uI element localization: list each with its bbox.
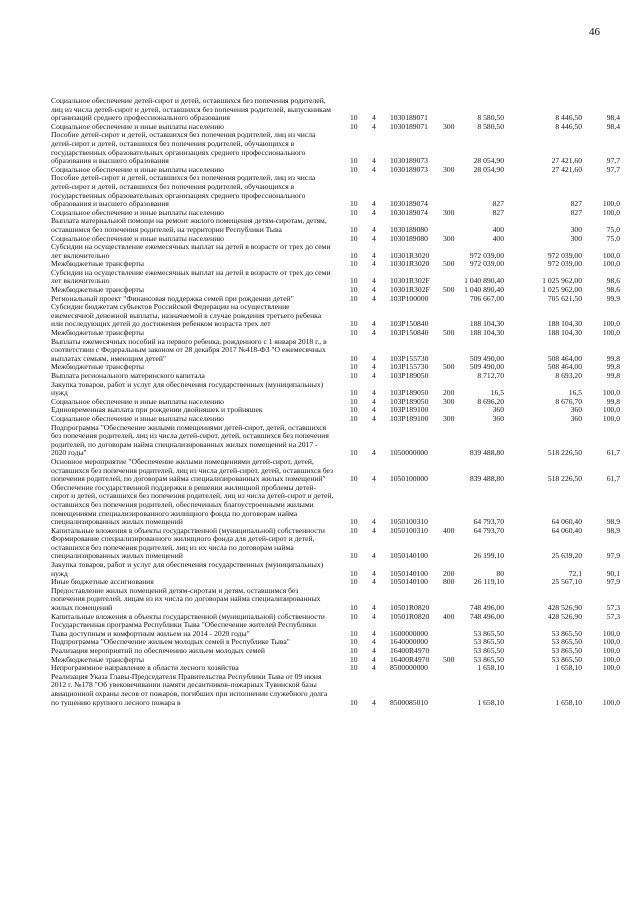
razdel-code: 10 [350,405,358,415]
razdel-code: 10 [350,628,358,638]
razdel-code: 10 [350,577,358,587]
podrazdel-code: 4 [372,362,376,372]
row-description: Основное мероприятие "Обеспечение жилыми помещениями детей-сирот, детей, оставшихся без попечения родителей, лиц из числа детей-сирот, детей, оставшихся без попечения родителей, по договорам найма специализированных жилых помещений" [51,456,333,484]
podrazdel-code: 4 [372,199,376,209]
target-article-code: 103P150840 [390,328,429,338]
execution-percent: 98,9 [606,517,620,527]
expense-type-code: 300 [443,121,455,131]
approved-amount: 509 490,00 [469,353,504,363]
approved-amount: 748 496,00 [469,611,504,621]
razdel-code: 10 [350,371,358,380]
row-description: Подпрограмма "Обеспечение жилыми помещениями детей-сирот, детей, оставшихся без попечения родителей, лиц из числа детей-сирот, детей, оставшихся без попечения родителей, по договорам найма специализированных жилых помещений на 2017 - 2020 годы" [51,422,329,458]
target-article-code: 1030189074 [390,199,428,209]
executed-amount: 27 421,60 [551,156,582,166]
approved-amount: 64 793,70 [473,525,504,535]
expense-type-code: 300 [443,164,455,174]
executed-amount: 72,1 [568,568,582,578]
expense-type-code: 300 [443,207,455,217]
executed-amount: 827 [570,207,582,217]
podrazdel-code: 4 [372,654,376,664]
execution-percent: 97,7 [606,164,620,174]
razdel-code: 10 [350,353,358,363]
row-description: Социальное обеспечение и иные выплаты населению [51,413,224,423]
podrazdel-code: 4 [372,405,376,415]
executed-amount: 53 865,50 [551,637,582,647]
executed-amount: 27 421,60 [551,164,582,174]
table-row [0,269,639,286]
row-description: Межбюджетные трансферты [51,259,144,269]
row-description: Закупка товаров, работ и услуг для обеспечения государственных (муниципальных) нужд [51,560,324,578]
row-description: Пособие детей-сирот и детей, оставшихся без попечения родителей, лиц из числа детей-сирот и детей, оставшихся без попечения родителей, обучающихся в государственных образовательных организациях среднего профессионального образования и высшего образования [51,130,316,166]
podrazdel-code: 4 [372,413,376,423]
podrazdel-code: 4 [372,371,376,380]
approved-amount: 16,5 [490,388,504,398]
expense-type-code: 300 [443,233,455,243]
razdel-code: 10 [350,697,358,707]
target-article-code: 103P189050 [390,396,429,406]
podrazdel-code: 4 [372,628,376,638]
razdel-code: 10 [350,328,358,338]
budget-table [0,97,639,707]
approved-amount: 706 667,00 [469,293,504,303]
approved-amount: 53 865,50 [473,637,504,647]
approved-amount: 28 054,90 [473,156,504,166]
row-description: Межбюджетные трансферты [51,285,144,295]
executed-amount: 1 025 962,00 [542,285,582,295]
executed-amount: 53 865,50 [551,654,582,664]
executed-amount: 508 464,00 [547,362,582,372]
execution-percent: 100,0 [602,654,620,664]
table-row [0,131,639,165]
razdel-code: 10 [350,285,358,295]
podrazdel-code: 4 [372,207,376,217]
podrazdel-code: 4 [372,276,376,286]
podrazdel-code: 4 [372,250,376,260]
executed-amount: 508 464,00 [547,353,582,363]
row-description: Формирование специализированного жилищного фонда для детей-сирот и детей, оставшихся без попечения родителей, лиц из их числа по договорам найма специализированных жилых помещений [51,534,315,561]
podrazdel-code: 4 [372,388,376,398]
approved-amount: 8 712,70 [477,371,504,380]
executed-amount: 53 865,50 [551,628,582,638]
target-article-code: 103P189100 [390,405,429,415]
execution-percent: 99,8 [606,353,620,363]
expense-type-code: 500 [443,328,455,338]
execution-percent: 100,0 [602,697,620,707]
executed-amount: 64 060,40 [551,525,582,535]
row-description: Выплата регионального материнского капитала [51,371,205,380]
executed-amount: 1 025 962,00 [542,276,582,286]
row-description: Закупка товаров, работ и услуг для обеспечения государственных (муниципальных) нужд [51,379,324,398]
execution-percent: 98,6 [606,285,620,295]
executed-amount: 8 446,50 [555,113,582,123]
row-description: Пособие детей-сирот и детей, оставшихся без попечения родителей, лиц из числа детей-сирот и детей, оставшихся без попечения родителей, обучающихся в государственных образовательных организациях среднего профессионального образования и высшего образования [51,173,316,209]
target-article-code: 10301R3020 [390,250,430,260]
approved-amount: 8 580,50 [477,121,504,131]
approved-amount: 28 054,90 [473,164,504,174]
podrazdel-code: 4 [372,663,376,673]
razdel-code: 10 [350,637,358,647]
razdel-code: 10 [350,113,358,123]
razdel-code: 10 [350,164,358,174]
podrazdel-code: 4 [372,164,376,174]
execution-percent: 100,0 [602,628,620,638]
execution-percent: 57,3 [606,603,620,613]
approved-amount: 400 [492,233,504,243]
table-row [0,673,639,707]
execution-percent: 100,0 [602,250,620,260]
expense-type-code: 300 [443,413,455,423]
podrazdel-code: 4 [372,603,376,613]
expense-type-code: 800 [443,577,455,587]
podrazdel-code: 4 [372,577,376,587]
execution-percent: 100,0 [602,328,620,338]
target-article-code: 103P189050 [390,388,429,398]
approved-amount: 839 488,80 [469,474,504,484]
row-description: Социальное обеспечение и иные выплаты населению [51,207,224,217]
razdel-code: 10 [350,319,358,329]
razdel-code: 10 [350,646,358,655]
expense-type-code: 500 [443,654,455,664]
row-description: Субсидии на осуществление ежемесячных выплат на детей в возрасте от трех до семи лет включительно [51,242,331,260]
approved-amount: 827 [492,199,504,209]
table-row [0,587,639,613]
row-description: Межбюджетные трансферты [51,654,144,664]
row-description: Капитальные вложения в объекты государственной (муниципальной) собственности [51,611,325,621]
row-description: Социальное обеспечение и иные выплаты населению [51,233,224,243]
row-description: Государственная программа Республики Тыва "Обеспечение жителей Республики Тыва доступным и комфортным жильем на 2014 - 2020 годы" [51,620,317,638]
target-article-code: 8500085010 [390,697,428,707]
approved-amount: 53 865,50 [473,646,504,655]
table-row [0,338,639,364]
target-article-code: 103P155730 [390,362,429,372]
row-description: Единовременная выплата при рождении двойняшек и тройняшек [51,405,263,415]
razdel-code: 10 [350,517,358,527]
executed-amount: 972 039,00 [547,259,582,269]
target-article-code: 1030189080 [390,224,428,234]
approved-amount: 8 580,50 [477,113,504,123]
executed-amount: 428 526,90 [547,603,582,613]
podrazdel-code: 4 [372,224,376,234]
table-row [0,424,639,458]
execution-percent: 100,0 [602,207,620,217]
target-article-code: 1050140100 [390,568,428,578]
podrazdel-code: 4 [372,697,376,707]
row-description: Социальное обеспечение и иные выплаты населению [51,164,224,174]
executed-amount: 300 [570,233,582,243]
table-row [0,97,639,123]
razdel-code: 10 [350,121,358,131]
approved-amount: 360 [492,405,504,415]
razdel-code: 10 [350,233,358,243]
row-description: Выплата материальной помощи на ремонт жилого помещения детям-сиротам, детям, оставшимся без попечения родителей, на территории Республики Тыва [51,216,327,234]
approved-amount: 188 104,30 [469,328,504,338]
razdel-code: 10 [350,156,358,166]
podrazdel-code: 4 [372,259,376,269]
executed-amount: 1 658,10 [555,697,582,707]
executed-amount: 705 621,50 [547,293,582,303]
expense-type-code: 500 [443,362,455,372]
target-article-code: 1030189080 [390,233,428,243]
executed-amount: 972 039,00 [547,250,582,260]
target-article-code: 1030189073 [390,156,428,166]
approved-amount: 26 199,10 [473,551,504,561]
executed-amount: 64 060,40 [551,517,582,527]
approved-amount: 972 039,00 [469,250,504,260]
razdel-code: 10 [350,448,358,458]
execution-percent: 99,8 [606,396,620,406]
executed-amount: 300 [570,224,582,234]
target-article-code: 1050140100 [390,577,428,587]
target-article-code: 10301R3020 [390,259,430,269]
target-article-code: 1050000000 [390,448,428,458]
podrazdel-code: 4 [372,113,376,123]
podrazdel-code: 4 [372,328,376,338]
executed-amount: 518 226,50 [547,448,582,458]
row-description: Социальное обеспечение и иные выплаты населению [51,121,224,131]
razdel-code: 10 [350,259,358,269]
target-article-code: 16400R4970 [390,654,430,664]
podrazdel-code: 4 [372,646,376,655]
row-description: Реализация мероприятий по обеспечению жильем молодых семей [51,646,265,655]
razdel-code: 10 [350,603,358,613]
target-article-code: 1030189073 [390,164,428,174]
podrazdel-code: 4 [372,448,376,458]
row-description: Межбюджетные трансферты [51,362,144,372]
execution-percent: 98,4 [606,113,620,123]
target-article-code: 103P150840 [390,319,429,329]
approved-amount: 839 488,80 [469,448,504,458]
page-number: 46 [589,26,600,38]
table-row [0,535,639,561]
approved-amount: 827 [492,207,504,217]
expense-type-code: 300 [443,396,455,406]
table-row [0,484,639,527]
target-article-code: 10301R302F [390,285,430,295]
execution-percent: 100,0 [602,646,620,655]
executed-amount: 518 226,50 [547,474,582,484]
row-description: Субсидии на осуществление ежемесячных выплат на детей в возрасте от трех до семи лет включительно [51,267,331,286]
executed-amount: 8 693,20 [555,371,582,380]
expense-type-code: 400 [443,525,455,535]
podrazdel-code: 4 [372,293,376,303]
row-description: Обеспечение государственной поддержки в решении жилищной проблемы детей-сирот и детей, оставшихся без попечения родителей, лиц из числа детей-сирот и детей, оставшихся без попечения родителей, обеспеченных благоустроенными жилыми помещениями специализированного жилищного фонда по договорам найма специализированных жилых помещений [51,482,334,527]
approved-amount: 26 119,10 [473,577,504,587]
approved-amount: 64 793,70 [473,517,504,527]
executed-amount: 25 639,20 [551,551,582,561]
approved-amount: 1 658,10 [477,697,504,707]
execution-percent: 61,7 [606,474,620,484]
executed-amount: 188 104,30 [547,319,582,329]
razdel-code: 10 [350,388,358,398]
row-description: Межбюджетные трансферты [51,328,144,338]
razdel-code: 10 [350,207,358,217]
target-article-code: 1600000000 [390,628,428,638]
approved-amount: 53 865,50 [473,628,504,638]
execution-percent: 98,4 [606,121,620,131]
target-article-code: 10501R0820 [390,611,430,621]
approved-amount: 188 104,30 [469,319,504,329]
row-description: Субсидии бюджетам субъектов Российской Федерации на осуществление ежемесячной денежной выплаты, назначаемой в случае рождения третьего ребенка или последующих детей до достижения ребенком возраста трех лет [51,302,322,329]
razdel-code: 10 [350,654,358,664]
approved-amount: 80 [496,568,504,578]
target-article-code: 1030189071 [390,113,428,123]
razdel-code: 10 [350,413,358,423]
razdel-code: 10 [350,250,358,260]
executed-amount: 188 104,30 [547,328,582,338]
podrazdel-code: 4 [372,396,376,406]
approved-amount: 748 496,00 [469,603,504,613]
podrazdel-code: 4 [372,637,376,647]
razdel-code: 10 [350,611,358,621]
expense-type-code: 200 [443,568,455,578]
approved-amount: 509 490,00 [469,362,504,372]
execution-percent: 99,8 [606,371,620,380]
execution-percent: 75,0 [606,224,620,234]
approved-amount: 53 865,50 [473,654,504,664]
execution-percent: 97,9 [606,577,620,587]
podrazdel-code: 4 [372,525,376,535]
razdel-code: 10 [350,293,358,303]
execution-percent: 90,1 [606,568,620,578]
expense-type-code: 400 [443,611,455,621]
table-row [0,174,639,208]
approved-amount: 1 040 890,40 [464,285,504,295]
execution-percent: 100,0 [602,259,620,269]
executed-amount: 428 526,90 [547,611,582,621]
target-article-code: 103P100000 [390,293,429,303]
approved-amount: 8 696,20 [477,396,504,406]
expense-type-code: 500 [443,285,455,295]
row-description: Подпрограмма "Обеспечение жильем молодых семей в Республике Тыва" [51,637,290,647]
execution-percent: 99,8 [606,362,620,372]
row-description: Предоставление жилых помещений детям-сиротам и детям, оставшимся без попечения родителей, лицам из их числа по договорам найма специализированных жилых помещений [51,585,321,613]
podrazdel-code: 4 [372,285,376,295]
execution-percent: 98,9 [606,525,620,535]
approved-amount: 972 039,00 [469,259,504,269]
target-article-code: 16400R4970 [390,646,430,655]
razdel-code: 10 [350,276,358,286]
execution-percent: 100,0 [602,663,620,673]
row-description: Капитальные вложения в объекты государственной (муниципальной) собственности [51,525,325,535]
row-description: Социальное обеспечение и иные выплаты населению [51,396,224,406]
executed-amount: 16,5 [568,388,582,398]
podrazdel-code: 4 [372,611,376,621]
execution-percent: 99,9 [606,293,620,303]
execution-percent: 100,0 [602,637,620,647]
razdel-code: 10 [350,551,358,561]
target-article-code: 1640000000 [390,637,428,647]
podrazdel-code: 4 [372,156,376,166]
executed-amount: 360 [570,413,582,423]
execution-percent: 98,6 [606,276,620,286]
podrazdel-code: 4 [372,121,376,131]
executed-amount: 53 865,50 [551,646,582,655]
executed-amount: 8 446,50 [555,121,582,131]
approved-amount: 1 658,10 [477,663,504,673]
expense-type-code: 200 [443,388,455,398]
podrazdel-code: 4 [372,353,376,363]
execution-percent: 57,3 [606,611,620,621]
podrazdel-code: 4 [372,474,376,484]
razdel-code: 10 [350,362,358,372]
executed-amount: 8 676,70 [555,396,582,406]
table-row [0,561,639,578]
row-description: Выплаты ежемесячных пособий на первого ребенка, рожденного с 1 января 2018 г., в соответствии с Федеральным законом от 28 декабря 2017 №418-ФЗ "О ежемесячных выплатах семьям, имеющим детей" [51,336,327,363]
target-article-code: 103P189050 [390,371,429,380]
row-description: Иные бюджетные ассигнования [51,577,154,587]
target-article-code: 8500000000 [390,663,428,673]
razdel-code: 10 [350,474,358,484]
executed-amount: 360 [570,405,582,415]
row-description: Реализация Указа Главы-Председателя Правительства Республики Тыва от 09 июня 2012 г. №178 "Об увековечивании памяти десантников-пожарных Тувинской базы авиационной охраны лесов от пожаров, погибших при исполнении служебного долга по тушению крупного лесного пожара в [51,671,328,707]
execution-percent: 75,0 [606,233,620,243]
execution-percent: 61,7 [606,448,620,458]
target-article-code: 1030189071 [390,121,428,131]
podrazdel-code: 4 [372,568,376,578]
target-article-code: 1050100310 [390,517,428,527]
execution-percent: 100,0 [602,199,620,209]
target-article-code: 103P189100 [390,413,429,423]
razdel-code: 10 [350,199,358,209]
expense-type-code: 500 [443,259,455,269]
podrazdel-code: 4 [372,551,376,561]
table-row [0,303,639,329]
execution-percent: 100,0 [602,413,620,423]
row-description: Социальное обеспечение детей-сирот и детей, оставшихся без попечения родителей, лиц из числа детей-сирот и детей, оставшихся без попечения родителей, выпускникам организаций среднего профессионального образования [51,96,331,123]
execution-percent: 100,0 [602,405,620,415]
execution-percent: 97,9 [606,551,620,561]
target-article-code: 10301R302F [390,276,430,286]
table-row [0,381,639,398]
razdel-code: 10 [350,525,358,535]
approved-amount: 1 040 890,40 [464,276,504,286]
target-article-code: 1050100310 [390,525,428,535]
razdel-code: 10 [350,224,358,234]
podrazdel-code: 4 [372,233,376,243]
target-article-code: 103P155730 [390,353,429,363]
execution-percent: 97,7 [606,156,620,166]
execution-percent: 100,0 [602,319,620,329]
executed-amount: 827 [570,199,582,209]
row-description: Непрограммное направление в области лесного хозяйства [51,663,239,673]
table-row [0,458,639,484]
podrazdel-code: 4 [372,517,376,527]
row-description: Региональный проект "Финансовая поддержка семей при рождении детей" [51,293,294,303]
execution-percent: 100,0 [602,388,620,398]
target-article-code: 1050140100 [390,551,428,561]
razdel-code: 10 [350,568,358,578]
razdel-code: 10 [350,396,358,406]
target-article-code: 1030189074 [390,207,428,217]
table-row [0,217,639,234]
executed-amount: 25 567,10 [551,577,582,587]
table-row [0,243,639,260]
executed-amount: 1 658,10 [555,663,582,673]
approved-amount: 400 [492,224,504,234]
podrazdel-code: 4 [372,319,376,329]
approved-amount: 360 [492,413,504,423]
target-article-code: 1050100000 [390,474,428,484]
razdel-code: 10 [350,663,358,673]
table-row [0,621,639,638]
target-article-code: 10501R0820 [390,603,430,613]
